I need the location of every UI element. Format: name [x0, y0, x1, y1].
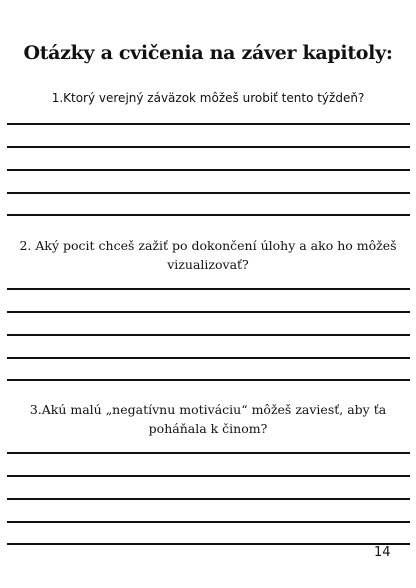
answer-line[interactable]: [7, 169, 410, 171]
answer-line[interactable]: [7, 357, 410, 359]
question-3: 3.Akú malú „negatívnu motiváciu“ môžeš zaviesť, aby ťa poháňala k činom?: [29, 402, 387, 436]
page-number: 14: [374, 545, 391, 560]
answer-line[interactable]: [7, 192, 410, 194]
question-1: 1.Ktorý verejný záväzok môžeš urobiť tento týždeň?: [51, 91, 365, 105]
page-title: Otázky a cvičenia na záver kapitoly:: [23, 42, 393, 64]
answer-line[interactable]: [7, 521, 410, 523]
answer-line[interactable]: [7, 452, 410, 454]
question-2: 2. Aký pocit chceš zažiť po dokončení úlohy a ako ho môžeš vizualizovať?: [19, 238, 397, 272]
answer-line[interactable]: [7, 498, 410, 500]
answer-line[interactable]: [7, 311, 410, 313]
answer-line[interactable]: [7, 214, 410, 216]
answer-line[interactable]: [7, 123, 410, 125]
answer-line[interactable]: [7, 288, 410, 290]
answer-line[interactable]: [7, 334, 410, 336]
answer-line[interactable]: [7, 379, 410, 381]
answer-line[interactable]: [7, 475, 410, 477]
answer-line[interactable]: [7, 146, 410, 148]
answer-line[interactable]: [7, 543, 410, 545]
